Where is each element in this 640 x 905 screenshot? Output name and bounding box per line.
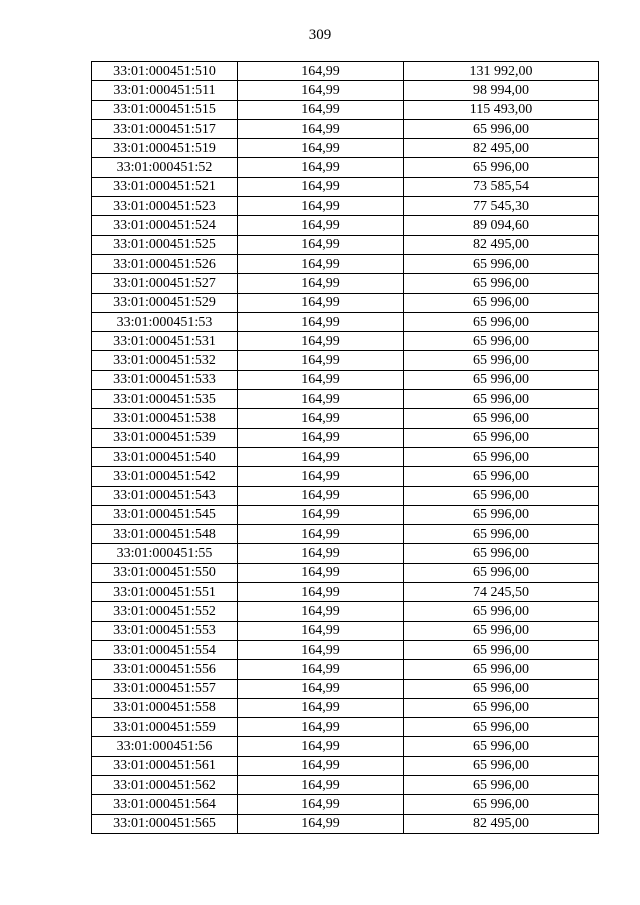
cadastral-value-cell: 131 992,00 <box>404 62 599 81</box>
table-row <box>92 428 599 447</box>
cadastral-value-cell: 89 094,60 <box>404 216 599 235</box>
specific-value-cell: 164,99 <box>238 544 404 563</box>
cadastral-value-cell: 65 996,00 <box>404 351 599 370</box>
specific-value-cell: 164,99 <box>238 775 404 794</box>
cadastral-number-cell: 33:01:000451:556 <box>92 660 238 679</box>
cadastral-number-cell: 33:01:000451:531 <box>92 332 238 351</box>
specific-value-cell: 164,99 <box>238 62 404 81</box>
cadastral-number-cell: 33:01:000451:510 <box>92 62 238 81</box>
cadastral-number-cell: 33:01:000451:52 <box>92 158 238 177</box>
cadastral-value-cell: 65 996,00 <box>404 525 599 544</box>
cadastral-number-cell: 33:01:000451:538 <box>92 409 238 428</box>
table-row <box>92 679 599 698</box>
specific-value-cell: 164,99 <box>238 640 404 659</box>
specific-value-cell: 164,99 <box>238 756 404 775</box>
specific-value-cell: 164,99 <box>238 467 404 486</box>
table-row <box>92 621 599 640</box>
specific-value-cell: 164,99 <box>238 602 404 621</box>
cadastral-number-cell: 33:01:000451:56 <box>92 737 238 756</box>
table-row <box>92 100 599 119</box>
cadastral-number-cell: 33:01:000451:523 <box>92 197 238 216</box>
specific-value-cell: 164,99 <box>238 235 404 254</box>
cadastral-number-cell: 33:01:000451:550 <box>92 563 238 582</box>
cadastral-number-cell: 33:01:000451:548 <box>92 525 238 544</box>
specific-value-cell: 164,99 <box>238 505 404 524</box>
cadastral-number-cell: 33:01:000451:543 <box>92 486 238 505</box>
cadastral-number-cell: 33:01:000451:554 <box>92 640 238 659</box>
cadastral-value-cell: 65 996,00 <box>404 640 599 659</box>
specific-value-cell: 164,99 <box>238 254 404 273</box>
specific-value-cell: 164,99 <box>238 119 404 138</box>
cadastral-number-cell: 33:01:000451:527 <box>92 274 238 293</box>
table-row <box>92 814 599 833</box>
cadastral-number-cell: 33:01:000451:525 <box>92 235 238 254</box>
cadastral-value-cell: 82 495,00 <box>404 235 599 254</box>
table-row <box>92 467 599 486</box>
table-row <box>92 505 599 524</box>
table-row <box>92 274 599 293</box>
cadastral-number-cell: 33:01:000451:558 <box>92 698 238 717</box>
specific-value-cell: 164,99 <box>238 177 404 196</box>
specific-value-cell: 164,99 <box>238 486 404 505</box>
table-row <box>92 119 599 138</box>
table-row <box>92 563 599 582</box>
cadastral-number-cell: 33:01:000451:53 <box>92 312 238 331</box>
cadastral-value-cell: 65 996,00 <box>404 428 599 447</box>
cadastral-number-cell: 33:01:000451:532 <box>92 351 238 370</box>
cadastral-number-cell: 33:01:000451:557 <box>92 679 238 698</box>
cadastral-number-cell: 33:01:000451:553 <box>92 621 238 640</box>
table-row <box>92 718 599 737</box>
specific-value-cell: 164,99 <box>238 428 404 447</box>
cadastral-value-cell: 65 996,00 <box>404 312 599 331</box>
cadastral-value-cell: 65 996,00 <box>404 602 599 621</box>
cadastral-number-cell: 33:01:000451:559 <box>92 718 238 737</box>
cadastral-number-cell: 33:01:000451:524 <box>92 216 238 235</box>
cadastral-value-cell: 98 994,00 <box>404 81 599 100</box>
specific-value-cell: 164,99 <box>238 293 404 312</box>
cadastral-value-cell: 65 996,00 <box>404 718 599 737</box>
specific-value-cell: 164,99 <box>238 447 404 466</box>
cadastral-value-cell: 65 996,00 <box>404 447 599 466</box>
table-row <box>92 62 599 81</box>
table-row <box>92 544 599 563</box>
specific-value-cell: 164,99 <box>238 679 404 698</box>
cadastral-number-cell: 33:01:000451:529 <box>92 293 238 312</box>
table-row <box>92 312 599 331</box>
cadastral-number-cell: 33:01:000451:521 <box>92 177 238 196</box>
specific-value-cell: 164,99 <box>238 370 404 389</box>
cadastral-value-cell: 73 585,54 <box>404 177 599 196</box>
cadastral-number-cell: 33:01:000451:564 <box>92 795 238 814</box>
table-row <box>92 197 599 216</box>
cadastral-value-cell: 65 996,00 <box>404 486 599 505</box>
cadastral-value-cell: 82 495,00 <box>404 139 599 158</box>
cadastral-number-cell: 33:01:000451:545 <box>92 505 238 524</box>
specific-value-cell: 164,99 <box>238 216 404 235</box>
specific-value-cell: 164,99 <box>238 390 404 409</box>
table-row <box>92 583 599 602</box>
cadastral-value-cell: 65 996,00 <box>404 775 599 794</box>
table-row <box>92 756 599 775</box>
specific-value-cell: 164,99 <box>238 81 404 100</box>
specific-value-cell: 164,99 <box>238 312 404 331</box>
cadastral-number-cell: 33:01:000451:535 <box>92 390 238 409</box>
cadastral-number-cell: 33:01:000451:540 <box>92 447 238 466</box>
cadastral-value-cell: 65 996,00 <box>404 621 599 640</box>
cadastral-number-cell: 33:01:000451:519 <box>92 139 238 158</box>
cadastral-number-cell: 33:01:000451:539 <box>92 428 238 447</box>
table-row <box>92 158 599 177</box>
cadastral-value-cell: 74 245,50 <box>404 583 599 602</box>
cadastral-value-cell: 65 996,00 <box>404 544 599 563</box>
specific-value-cell: 164,99 <box>238 139 404 158</box>
cadastral-number-cell: 33:01:000451:55 <box>92 544 238 563</box>
specific-value-cell: 164,99 <box>238 563 404 582</box>
specific-value-cell: 164,99 <box>238 718 404 737</box>
table-row <box>92 254 599 273</box>
cadastral-number-cell: 33:01:000451:551 <box>92 583 238 602</box>
cadastral-value-cell: 65 996,00 <box>404 119 599 138</box>
table-row <box>92 737 599 756</box>
table-row <box>92 139 599 158</box>
table-row <box>92 216 599 235</box>
cadastral-value-cell: 65 996,00 <box>404 563 599 582</box>
specific-value-cell: 164,99 <box>238 795 404 814</box>
table-row <box>92 698 599 717</box>
cadastral-number-cell: 33:01:000451:533 <box>92 370 238 389</box>
table-row <box>92 351 599 370</box>
cadastral-value-cell: 65 996,00 <box>404 254 599 273</box>
specific-value-cell: 164,99 <box>238 100 404 119</box>
table-row <box>92 640 599 659</box>
table-row <box>92 177 599 196</box>
cadastral-number-cell: 33:01:000451:565 <box>92 814 238 833</box>
specific-value-cell: 164,99 <box>238 583 404 602</box>
cadastral-number-cell: 33:01:000451:552 <box>92 602 238 621</box>
cadastral-number-cell: 33:01:000451:561 <box>92 756 238 775</box>
cadastral-number-cell: 33:01:000451:517 <box>92 119 238 138</box>
table-row <box>92 332 599 351</box>
cadastral-value-cell: 65 996,00 <box>404 660 599 679</box>
table-row <box>92 235 599 254</box>
table-row <box>92 775 599 794</box>
cadastral-value-cell: 65 996,00 <box>404 679 599 698</box>
table-body <box>92 62 599 834</box>
cadastral-value-cell: 65 996,00 <box>404 737 599 756</box>
specific-value-cell: 164,99 <box>238 525 404 544</box>
specific-value-cell: 164,99 <box>238 409 404 428</box>
table-row <box>92 390 599 409</box>
cadastral-value-cell: 82 495,00 <box>404 814 599 833</box>
cadastral-value-cell: 65 996,00 <box>404 274 599 293</box>
specific-value-cell: 164,99 <box>238 274 404 293</box>
cadastral-value-cell: 65 996,00 <box>404 158 599 177</box>
cadastral-value-cell: 65 996,00 <box>404 795 599 814</box>
cadastral-value-cell: 77 545,30 <box>404 197 599 216</box>
specific-value-cell: 164,99 <box>238 197 404 216</box>
page-number: 309 <box>308 27 332 43</box>
table-row <box>92 370 599 389</box>
specific-value-cell: 164,99 <box>238 660 404 679</box>
table-row <box>92 486 599 505</box>
table-row <box>92 525 599 544</box>
cadastral-number-cell: 33:01:000451:511 <box>92 81 238 100</box>
cadastral-number-cell: 33:01:000451:515 <box>92 100 238 119</box>
table-row <box>92 81 599 100</box>
cadastral-value-cell: 65 996,00 <box>404 756 599 775</box>
cadastral-number-cell: 33:01:000451:542 <box>92 467 238 486</box>
table-row <box>92 293 599 312</box>
specific-value-cell: 164,99 <box>238 351 404 370</box>
cadastral-value-cell: 65 996,00 <box>404 505 599 524</box>
cadastral-value-cell: 115 493,00 <box>404 100 599 119</box>
specific-value-cell: 164,99 <box>238 698 404 717</box>
cadastral-value-cell: 65 996,00 <box>404 698 599 717</box>
specific-value-cell: 164,99 <box>238 332 404 351</box>
cadastral-value-cell: 65 996,00 <box>404 390 599 409</box>
cadastral-value-cell: 65 996,00 <box>404 293 599 312</box>
table-row <box>92 409 599 428</box>
specific-value-cell: 164,99 <box>238 814 404 833</box>
cadastral-number-cell: 33:01:000451:526 <box>92 254 238 273</box>
cadastral-value-cell: 65 996,00 <box>404 467 599 486</box>
table-row <box>92 795 599 814</box>
specific-value-cell: 164,99 <box>238 621 404 640</box>
table-row <box>92 447 599 466</box>
specific-value-cell: 164,99 <box>238 158 404 177</box>
specific-value-cell: 164,99 <box>238 737 404 756</box>
cadastral-value-cell: 65 996,00 <box>404 332 599 351</box>
cadastral-value-table <box>91 61 599 834</box>
table-row <box>92 602 599 621</box>
cadastral-number-cell: 33:01:000451:562 <box>92 775 238 794</box>
table-row <box>92 660 599 679</box>
cadastral-value-cell: 65 996,00 <box>404 370 599 389</box>
cadastral-value-cell: 65 996,00 <box>404 409 599 428</box>
